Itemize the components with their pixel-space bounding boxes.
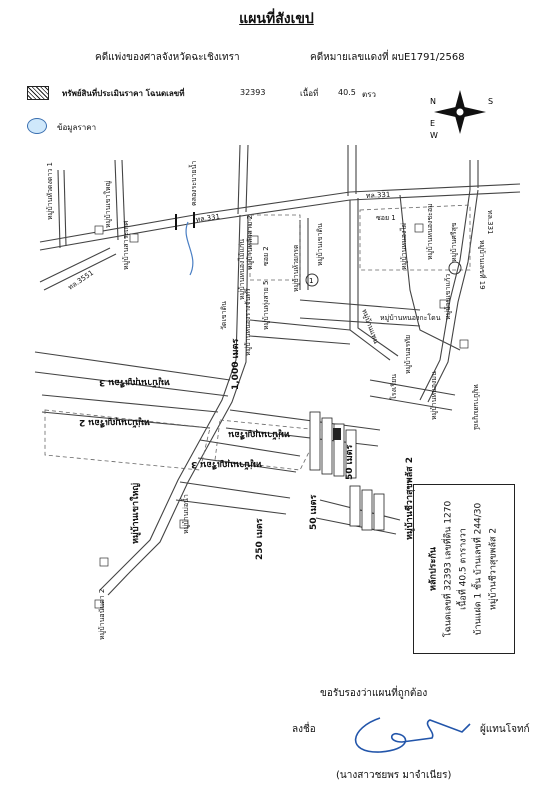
alley-label-2: หมู่บ้านบุญเรือน 2: [78, 417, 150, 427]
representative-role: ผู้แทนโจทก์: [480, 724, 530, 735]
legend-property-label: ทรัพย์สินที่ประเมินราคา โฉนดเลขที่: [62, 89, 185, 98]
road-label-331-right: ทล.331: [486, 210, 494, 235]
soi-1-label: ซอย 1: [376, 214, 396, 222]
river: [186, 222, 193, 275]
village-label-bottom-right: หมู่บ้านชีวาสุขพลัส 2: [405, 457, 415, 540]
info-line-3: เนื้อที่ 40.5 ตารางวา: [458, 528, 469, 610]
compass-rose: [420, 82, 500, 142]
map-title: แผนที่สังเขป: [239, 11, 314, 27]
subject-property-marker: [333, 428, 341, 440]
distance-50-b: 50 เมตร: [309, 494, 319, 530]
village-label-kamon: หมู่บ้านหนองมน: [430, 371, 438, 420]
alley-label-3: หมู่บ้านบุญเรือน 3: [190, 459, 262, 469]
village-label-huaykhwang-2: หมู่บ้านหลักสาม 2: [246, 214, 254, 270]
temple-label: วัดเขาดิน: [220, 301, 228, 330]
village-label-sinchai: หมู่บ้านศรีสุข: [450, 222, 458, 262]
village-label-nongmaikaen: หมู่บ้านหนองไม้แก่น: [238, 238, 246, 300]
compass-north: N: [430, 97, 436, 106]
legend-area-label: เนื้อที่: [300, 89, 319, 98]
soi-2-label: ซอย 2: [262, 246, 270, 266]
compass-south: S: [488, 97, 494, 106]
road-label-331-left: ทล.331: [195, 212, 221, 224]
village-label-maiu: หมู่บ้านเลขที่ 19: [478, 240, 486, 290]
legend-price-label: ข้อมูลราคา: [57, 123, 97, 132]
village-label-sarakhet: หมู่บ้านสาระเกศ: [122, 220, 130, 270]
signer-name: (นางสาวชยพร มาจำเนียร): [336, 770, 452, 781]
info-line-4: บ้านแฝด 1 ชั้น บ้านเลขที่ 244/30: [473, 502, 484, 636]
signature: [340, 708, 480, 760]
hatched-area-icon: [27, 86, 49, 100]
village-label-huaykla: หมู่บ้านห้วยกรด: [292, 244, 300, 292]
price-marker-icon: [27, 118, 47, 134]
village-label-nongphai: หมู่บ้านหนองไผ่: [400, 222, 408, 270]
village-label-khaoyai: หมู่บ้านเขาใหญ่: [104, 180, 112, 228]
village-label-nongkla: หมู่บ้านหนองกะโดน: [380, 314, 441, 322]
school-label: โรงเรียน: [390, 374, 398, 400]
village-label-bottom: หมู่บ้านอนันดา 2: [98, 588, 106, 640]
alley-label-1: หมู่บ้านบุญเรือน 3: [98, 377, 170, 387]
village-label-orathai: หมู่บ้านอรทัย: [404, 334, 412, 374]
road-331: [40, 192, 520, 250]
village-label-buanam: หมู่บ้านบ่อน้ำ: [182, 494, 190, 534]
distance-1000: 1,000 เมตร: [231, 338, 241, 390]
village-label-sombun: หมู่บ้านสมบูรณ์: [472, 384, 480, 430]
distance-250: 250 เมตร: [255, 518, 265, 560]
price-marker-2: [449, 262, 461, 274]
village-label-nonghuai: หมู่บ้านเขาดิน: [316, 223, 324, 266]
road-label-3551: ทล.3551: [66, 268, 96, 292]
alley-label-top: หมู่บ้านบุญเรือน: [228, 429, 290, 439]
village-label-nongrang: หมู่บ้านหนองรางจันทร์: [244, 288, 252, 356]
village-label-khaoyai-bold: หมู่บ้านเขาใหญ่: [131, 482, 141, 544]
case-number: คดีหมายเลขแดงที่ ผบE1791/2568: [310, 52, 465, 63]
collateral-info-box: [413, 484, 515, 654]
info-line-5: หมู่บ้านชีวาสุขพลัส 2: [488, 527, 499, 611]
info-line-1: หลักประกัน: [428, 547, 439, 591]
price-marker-text: 1: [309, 277, 314, 285]
bridge-label: คลองระบายน้ำ: [190, 160, 198, 206]
court-name: คดีแพ่งของศาลจังหวัดฉะเชิงเทรา: [95, 52, 240, 63]
sign-label: ลงชื่อ: [292, 724, 316, 735]
legend-area-value: 40.5: [338, 88, 356, 97]
compass-west: W: [430, 131, 438, 140]
village-label-cha: หมู่บ้านหนองชะอม: [426, 203, 434, 260]
certification-statement: ขอรับรองว่าแผนที่ถูกต้อง: [320, 688, 428, 699]
road-label-331-mid: ทล.331: [365, 190, 391, 200]
info-line-2: โฉนดเลขที่ 32393 เลขที่ดิน 1270: [443, 500, 454, 638]
village-label-paen: หมู่บ้านแพน: [360, 307, 381, 345]
village-label-thung: หมู่บ้านทุ่งสาย 5: [262, 280, 270, 330]
village-label-kaeng: หมู่บ้านเขาแก้ว: [444, 273, 452, 320]
village-label-1: หมู่บ้านหัวดงดาว 1: [46, 162, 54, 220]
legend-area-unit: ตรว: [362, 90, 376, 99]
compass-east: E: [430, 119, 436, 128]
legend-deed-number: 32393: [240, 88, 266, 97]
distance-50-a: 50 เมตร: [345, 444, 355, 480]
